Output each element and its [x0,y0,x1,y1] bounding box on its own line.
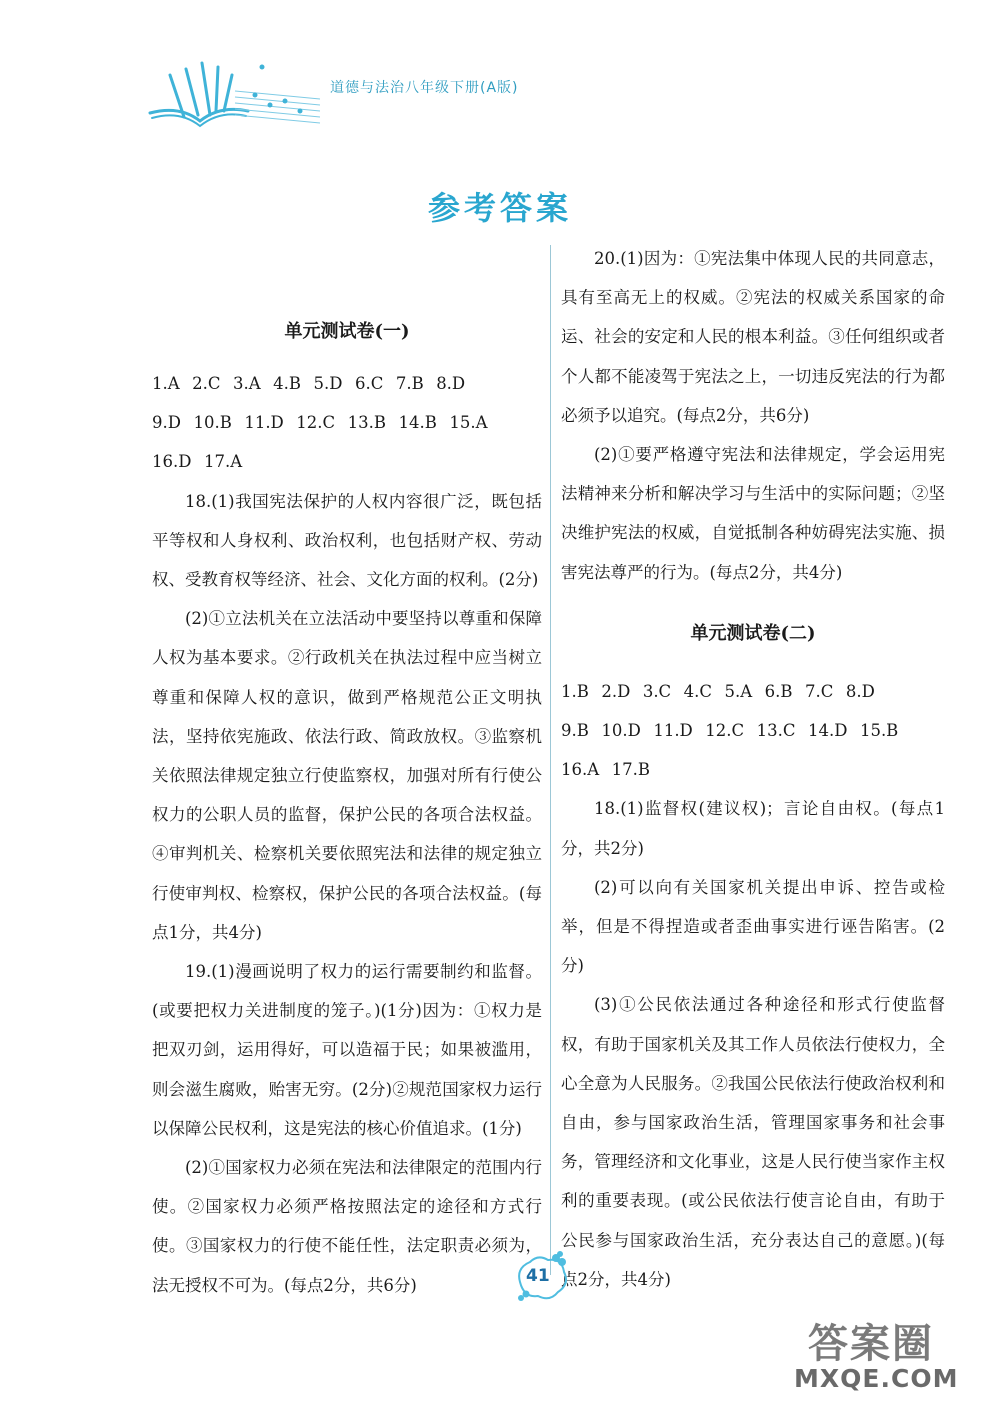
book-title: 道德与法治八年级下册(A版) [330,80,519,96]
watermark-text: 答案圈 [808,1321,934,1367]
section-title-unit-1: 单元测试卷(一) [284,321,410,342]
left-column [152,312,542,1305]
page-title: 参考答案 [427,189,572,227]
answer-paragraph: (3)①公民依法通过各种途径和形式行使监督权，有助于国家机关及其工作人员依法行使权力，全心全意为人民服务。②我国公民依法行使政治权利和自由，参与国家政治生活，管理国家事务和社会事务，管理经济和文化事业，这是人民行使当家作主权利的重要表现。(或公民依法行使言论自由，有助于公民参与国家政治生活，充分表达自己的意愿。)(每点2分，共4分) [561,995,945,1289]
page-number-badge [512,1248,572,1308]
answer-line: 1.B 2.D 3.C 4.C 5.A 6.B 7.C 8.D [561,681,875,701]
answer-paragraph: 19.(1)漫画说明了权力的运行需要制约和监督。(或要把权力关进制度的笼子。)(1分)因为：①权力是把双刃剑，运用得好，可以造福于民；如果被滥用，则会滋生腐败，贻害无穷。(2分)②规范国家权力运行以保障公民权利，这是宪法的核心价值追求。(1分) [152,962,542,1138]
answer-line: 16.D 17.A [152,452,243,472]
answer-line: 9.D 10.B 11.D 12.C 13.B 14.B 15.A [152,413,488,433]
page-number: 41 [526,1266,550,1286]
answer-paragraph: (2)可以向有关国家机关提出申诉、控告或检举，但是不得捏造或者歪曲事实进行诬告陷害。(2分) [561,877,945,976]
column-divider [550,245,551,1275]
answer-line: 1.A 2.C 3.A 4.B 5.D 6.C 7.B 8.D [152,374,466,393]
answer-paragraph: (2)①立法机关在立法活动中要坚持以尊重和保障人权为基本要求。②行政机关在执法过程中应当树立尊重和保障人权的意识，做到严格规范公正文明执法，坚持依宪施政、依法行政、简政放权。③监察机关依照法律规定独立行使监察权，加强对所有行使公权力的公职人员的监督，保护公民的各项合法权益。④审判机关、检察机关要依照宪法和法律的规定独立行使审判权、检察权，保护公民的各项合法权益。(每点1分，共4分) [152,609,542,942]
answer-paragraph: (2)①要严格遵守宪法和法律规定，学会运用宪法精神来分析和解决学习与生活中的实际问题；②坚决维护宪法的权威，自觉抵制各种妨碍宪法实施、损害宪法尊严的行为。(每点2分，共4分) [561,445,945,582]
watermark-logo [790,1312,995,1400]
book-header [140,55,540,145]
answer-paragraph: 20.(1)因为：①宪法集中体现人民的共同意志，具有至高无上的权威。②宪法的权威关系国家的命运、社会的安定和人民的根本利益。③任何组织或者个人都不能凌驾于宪法之上，一切违反宪法的行为都必须予以追究。(每点2分，共6分) [561,249,945,425]
book-music-logo-icon [140,55,330,135]
answer-paragraph: 18.(1)监督权(建议权)；言论自由权。(每点1分，共2分) [561,799,945,858]
answer-line: 16.A 17.B [561,760,651,780]
right-column [561,239,945,1299]
section-title-unit-2: 单元测试卷(二) [690,622,816,644]
watermark-url: MXQE.COM [794,1364,959,1393]
answer-line: 9.B 10.D 11.D 12.C 13.C 14.D 15.B [561,721,899,741]
answer-paragraph: 18.(1)我国宪法保护的人权内容很广泛，既包括平等权和人身权利、政治权利，也包括财产权、劳动权、受教育权等经济、社会、文化方面的权利。(2分) [152,491,542,590]
answer-paragraph: (2)①国家权力必须在宪法和法律限定的范围内行使。②国家权力必须严格按照法定的途径和方式行使。③国家权力的行使不能任性，法定职责必须为，法无授权不可为。(每点2分，共6分) [152,1158,542,1295]
